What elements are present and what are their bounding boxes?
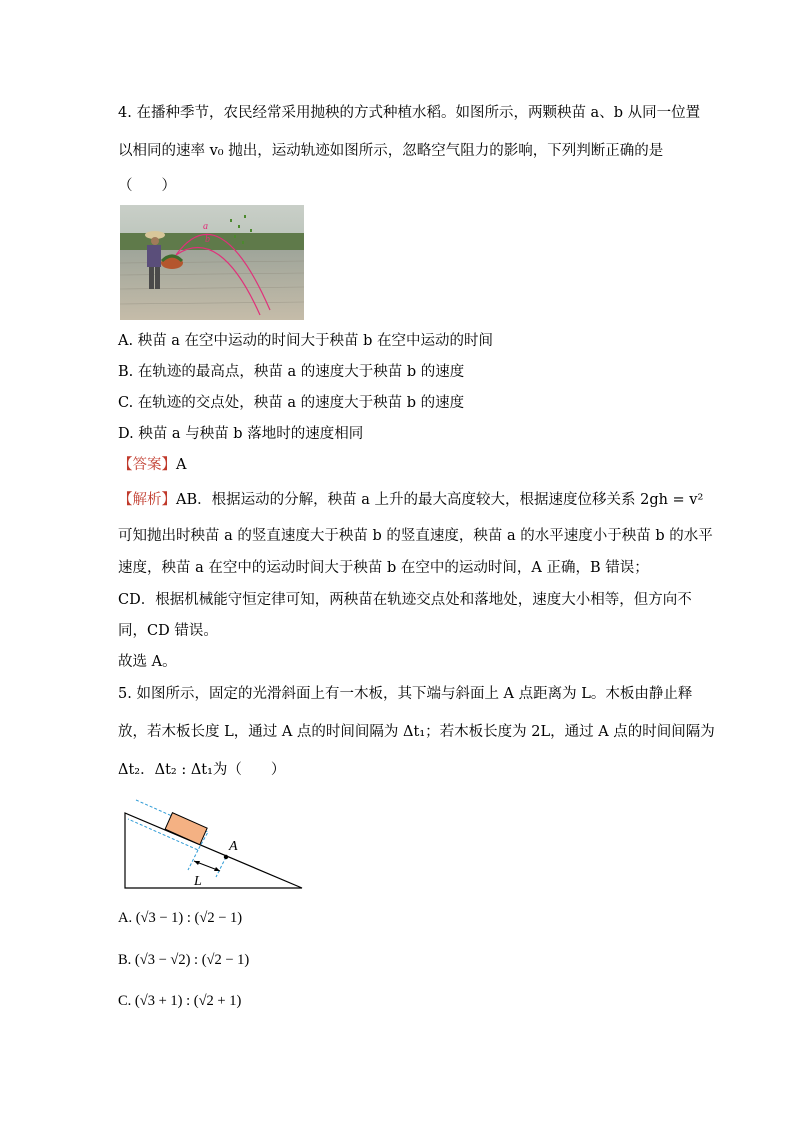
q5-option-c: C. (√3 + 1) : (√2 + 1) xyxy=(118,993,242,1009)
trajectory-a-label: a xyxy=(203,221,208,232)
q5-option-a: A. (√3 − 1) : (√2 − 1) xyxy=(118,910,243,926)
q4-answer xyxy=(118,455,186,475)
q4-analysis-line5: 同，CD 错误。 xyxy=(118,623,218,639)
analysis-text-1: AB．根据运动的分解，秧苗 a 上升的最大高度较大，根据速度位移关系 2gh = v² xyxy=(176,492,704,508)
q5-stem-line1: 5. 如图所示，固定的光滑斜面上有一木板，其下端与斜面上 A 点距离为 L。木板由静止释 xyxy=(118,686,693,702)
q4-option-a: A. 秧苗 a 在空中运动的时间大于秧苗 b 在空中运动的时间 xyxy=(118,333,494,349)
incline-diagram xyxy=(116,795,316,895)
analysis-tag: 【解析】 xyxy=(118,492,176,508)
q4-conclusion: 故选 A。 xyxy=(118,654,177,670)
q5-stem-line2: 放，若木板长度 L，通过 A 点的时间间隔为 Δt₁；若木板长度为 2L，通过 A 点的时间间隔为 xyxy=(118,724,715,740)
q5-option-b: B. (√3 − √2) : (√2 − 1) xyxy=(118,952,250,968)
q4-option-d: D. 秧苗 a 与秧苗 b 落地时的速度相同 xyxy=(118,426,364,442)
point-a-label: A xyxy=(229,839,238,854)
q4-analysis-line4: CD．根据机械能守恒定律可知，两秧苗在轨迹交点处和落地处，速度大小相等，但方向不 xyxy=(118,592,692,608)
q4-analysis-line1 xyxy=(118,490,703,510)
q4-option-c: C. 在轨迹的交点处，秧苗 a 的速度大于秧苗 b 的速度 xyxy=(118,395,465,411)
answer-tag: 【答案】 xyxy=(118,457,176,473)
answer-value: A xyxy=(176,457,187,473)
q4-analysis-line3: 速度，秧苗 a 在空中的运动时间大于秧苗 b 在空中的运动时间，A 正确，B 错误； xyxy=(118,560,649,576)
rice-throwing-photo xyxy=(120,205,304,320)
q4-stem-line1: 4. 在播种季节，农民经常采用抛秧的方式种植水稻。如图所示，两颗秧苗 a、b 从同一位置 xyxy=(118,105,701,121)
q4-option-b: B. 在轨迹的最高点，秧苗 a 的速度大于秧苗 b 的速度 xyxy=(118,364,465,380)
length-l-label: L xyxy=(194,874,202,889)
trajectory-b-label: b xyxy=(205,234,210,245)
q4-answer-paren: （ ） xyxy=(118,178,176,194)
q5-stem-line3: Δt₂．Δt₂ : Δt₁为（ ） xyxy=(118,762,286,778)
q4-analysis-line2: 可知抛出时秧苗 a 的竖直速度大于秧苗 b 的竖直速度，秧苗 a 的水平速度小于秧苗 b 的水平 xyxy=(118,528,713,544)
q4-stem-line2: 以相同的速率 v₀ 抛出，运动轨迹如图所示，忽略空气阻力的影响，下列判断正确的是 xyxy=(118,143,664,159)
